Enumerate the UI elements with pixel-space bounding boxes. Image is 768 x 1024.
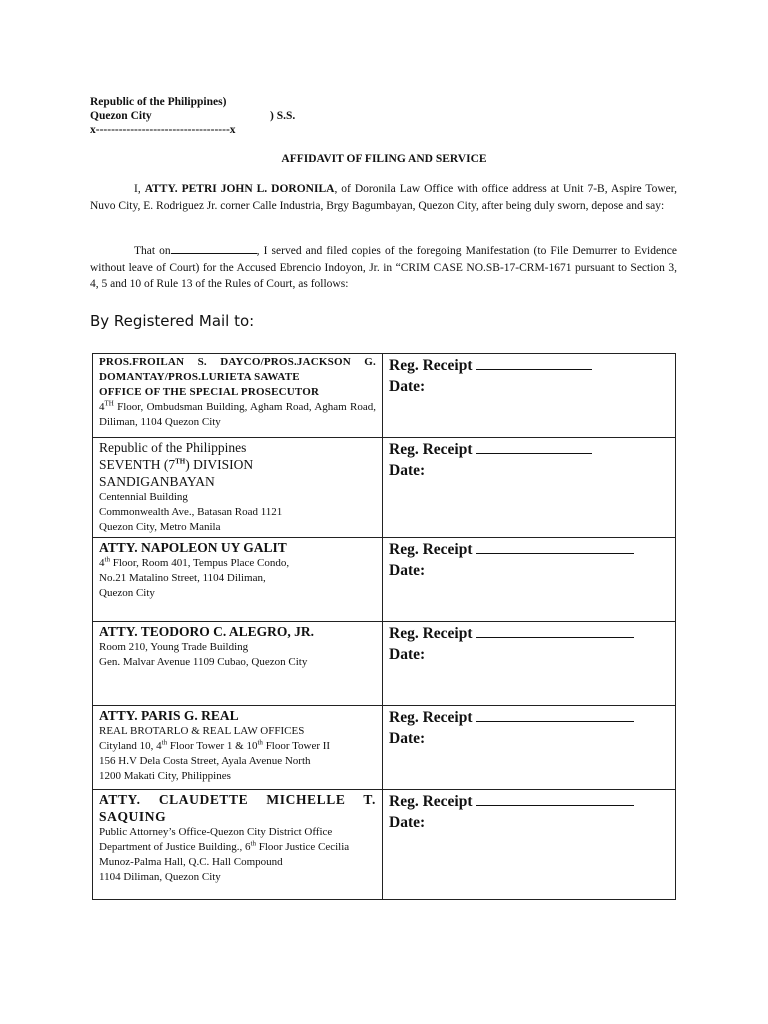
recipient-name: ATTY. TEODORO C. ALEGRO, JR. bbox=[99, 624, 315, 639]
address-line bbox=[99, 556, 376, 571]
recipient-office: Public Attorney’s Office-Quezon City District Office bbox=[99, 826, 333, 838]
reg-receipt-label: Reg. Receipt bbox=[389, 709, 473, 726]
recipient-office: OFFICE OF THE SPECIAL PROSECUTOR bbox=[99, 386, 320, 398]
reg-receipt-label: Reg. Receipt bbox=[389, 793, 473, 810]
intro-paragraph bbox=[90, 181, 677, 214]
header-city: Quezon City bbox=[90, 110, 152, 122]
address-line: Munoz-Palma Hall, Q.C. Hall Compound bbox=[99, 856, 283, 868]
recipient-cell bbox=[93, 706, 383, 790]
recipient-firm: REAL BROTARLO & REAL LAW OFFICES bbox=[99, 725, 305, 737]
address-text: Floor, Room 401, Tempus Place Condo, bbox=[109, 557, 290, 569]
address-text: Floor Justice Cecilia bbox=[255, 841, 350, 853]
header-divider: x-----------------------------------x bbox=[90, 124, 236, 136]
recipients-table bbox=[92, 353, 676, 900]
receipt-date-label: Date: bbox=[389, 462, 426, 479]
recipient-cell bbox=[93, 438, 383, 538]
division-pre: SEVENTH (7 bbox=[99, 457, 176, 472]
reg-receipt-blank bbox=[476, 623, 634, 638]
statement-rest: , I served and filed copies of the foregoing Manifestation (to File Demurrer to Evidence without leave of Court) for the Accused Ebrencio Indoyon, Jr. in “CRIM CASE NO.SB-17-CRM-1671 pursuant to Section 3, 4, 5 and 10 of Rule 13 of the Rules of Court, as follows: bbox=[90, 245, 678, 290]
floor-sup: th bbox=[250, 839, 256, 848]
recipient-name: PROS.FROILAN S. DAYCO/PROS.JACKSON G. DOMANTAY/PROS.LURIETA SAWATE bbox=[99, 356, 376, 383]
reg-receipt-blank bbox=[476, 539, 634, 554]
address-text: Floor Tower II bbox=[262, 740, 331, 752]
reg-receipt bbox=[389, 623, 669, 644]
address-line bbox=[99, 739, 376, 754]
address-text: Department of Justice Building., 6 bbox=[99, 841, 251, 853]
reg-receipt bbox=[389, 355, 669, 376]
address-line: Gen. Malvar Avenue 1109 Cubao, Quezon City bbox=[99, 656, 308, 668]
mail-heading: By Registered Mail to: bbox=[90, 312, 255, 330]
address-line: 1200 Makati City, Philippines bbox=[99, 770, 231, 782]
statement-prefix: That on bbox=[134, 245, 171, 257]
floor-sup: TH bbox=[104, 399, 114, 408]
recipient-cell bbox=[93, 538, 383, 622]
reg-receipt-label: Reg. Receipt bbox=[389, 441, 473, 458]
address-line: No.21 Matalino Street, 1104 Diliman, bbox=[99, 572, 266, 584]
affiant-name: ATTY. PETRI JOHN L. DORONILA bbox=[144, 183, 335, 195]
reg-receipt-blank bbox=[476, 707, 634, 722]
statement-paragraph bbox=[90, 242, 677, 293]
floor-number: 4 bbox=[99, 557, 105, 569]
address-line: 1104 Diliman, Quezon City bbox=[99, 871, 221, 883]
header-republic: Republic of the Philippines) bbox=[90, 96, 227, 108]
document-title: AFFIDAVIT OF FILING AND SERVICE bbox=[281, 153, 487, 165]
receipt-cell bbox=[383, 438, 676, 538]
reg-receipt-blank bbox=[476, 439, 592, 454]
receipt-date-label: Date: bbox=[389, 814, 426, 831]
intro-rest: , of Doronila Law Office with office address at Unit 7-B, Aspire Tower, Nuvo City, E. Rodriguez Jr. corner Calle Industria, Brgy Bagumbayan, Quezon City, after being duly sworn, depose and say: bbox=[90, 183, 677, 212]
recipient-cell bbox=[93, 622, 383, 706]
table-row bbox=[93, 354, 676, 438]
receipt-cell bbox=[383, 706, 676, 790]
receipt-cell bbox=[383, 790, 676, 900]
intro-prefix: I, bbox=[134, 183, 145, 195]
reg-receipt bbox=[389, 539, 669, 560]
address-line: 156 H.V Dela Costa Street, Ayala Avenue North bbox=[99, 755, 311, 767]
floor-number: 4 bbox=[99, 401, 105, 413]
receipt-date-label: Date: bbox=[389, 730, 426, 747]
floor-sup: th bbox=[161, 738, 168, 747]
address-line: Quezon City, Metro Manila bbox=[99, 521, 221, 533]
recipient-court: SANDIGANBAYAN bbox=[99, 474, 215, 489]
table-row bbox=[93, 438, 676, 538]
address-line: Quezon City bbox=[99, 587, 155, 599]
reg-receipt-label: Reg. Receipt bbox=[389, 625, 473, 642]
division-post: ) DIVISION bbox=[185, 457, 254, 472]
address-line: Room 210, Young Trade Building bbox=[99, 641, 249, 653]
receipt-date-label: Date: bbox=[389, 646, 426, 663]
reg-receipt bbox=[389, 707, 669, 728]
reg-receipt-blank bbox=[476, 791, 634, 806]
receipt-cell bbox=[383, 622, 676, 706]
header-ss: ) S.S. bbox=[270, 110, 296, 122]
recipient-republic: Republic of the Philippines bbox=[99, 440, 247, 455]
address-text: Floor Tower 1 & 10 bbox=[167, 740, 258, 752]
address-line bbox=[99, 840, 376, 855]
recipient-cell bbox=[93, 354, 383, 438]
recipient-name: ATTY. NAPOLEON UY GALIT bbox=[99, 540, 287, 555]
reg-receipt-label: Reg. Receipt bbox=[389, 541, 473, 558]
receipt-date-label: Date: bbox=[389, 562, 426, 579]
reg-receipt-blank bbox=[476, 355, 592, 370]
address-line: Centennial Building bbox=[99, 491, 188, 503]
address-line: Commonwealth Ave., Batasan Road 1121 bbox=[99, 506, 283, 518]
recipient-name: ATTY. CLAUDETTE MICHELLE T. SAQUING bbox=[99, 792, 376, 824]
recipient-division bbox=[99, 456, 376, 473]
table-row bbox=[93, 538, 676, 622]
receipt-cell bbox=[383, 538, 676, 622]
table-row bbox=[93, 622, 676, 706]
table-row bbox=[93, 706, 676, 790]
header-city-line bbox=[90, 109, 296, 123]
recipient-address bbox=[99, 400, 376, 430]
date-blank bbox=[171, 242, 257, 254]
floor-sup: th bbox=[257, 738, 263, 747]
receipt-cell bbox=[383, 354, 676, 438]
floor-sup: th bbox=[104, 555, 110, 564]
receipt-date-label: Date: bbox=[389, 378, 426, 395]
address-text: Cityland 10, 4 bbox=[99, 740, 162, 752]
address-text: Floor, Ombudsman Building, Agham Road, Agham Road, Diliman, 1104 Quezon City bbox=[99, 401, 376, 428]
reg-receipt bbox=[389, 791, 669, 812]
recipient-name: ATTY. PARIS G. REAL bbox=[99, 708, 239, 723]
table-row bbox=[93, 790, 676, 900]
division-sup: TH bbox=[175, 457, 186, 466]
reg-receipt-label: Reg. Receipt bbox=[389, 357, 473, 374]
recipient-cell bbox=[93, 790, 383, 900]
reg-receipt bbox=[389, 439, 669, 460]
